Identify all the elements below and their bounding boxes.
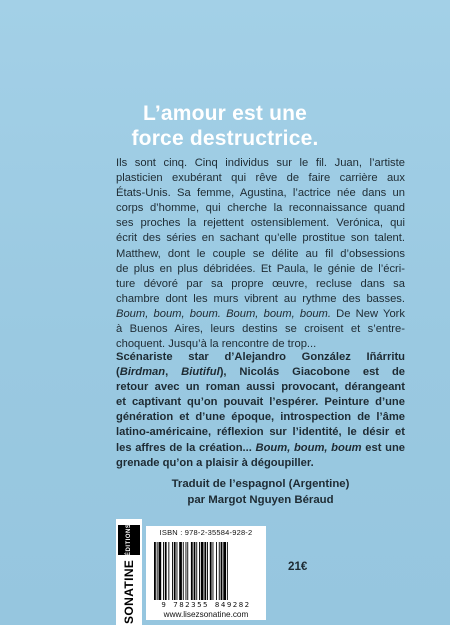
price: 21€: [288, 560, 308, 573]
bio-line-title: [116, 441, 405, 456]
summary-line-boum: [116, 307, 405, 322]
publisher-logo: [116, 519, 142, 625]
barcode-bar: [174, 542, 176, 600]
barcode-bar: [227, 542, 228, 600]
editions-label: ÉDITIONS: [118, 525, 140, 555]
translation-credit: [116, 476, 405, 508]
barcode-digits: 9 782355 849282: [161, 600, 251, 609]
barcode-bar: [221, 542, 223, 600]
film-separator: ,: [165, 366, 182, 379]
bio-line: génération et d’une époque, introspection de l’âme: [116, 411, 405, 424]
barcode-bar: [186, 542, 187, 600]
summary-line: plasticien exubérant qui rêve de faire carrière aux: [116, 172, 405, 185]
summary-line: de plus en plus débridées. Et Paula, le génie de l’écri-: [116, 262, 405, 275]
summary-line: choquent. Jusqu’à la rencontre de trop...: [116, 338, 317, 351]
barcode-bar: [179, 542, 182, 600]
barcode-bar: [165, 542, 167, 600]
barcode-bar: [219, 542, 220, 600]
barcode-bar: [157, 542, 158, 600]
barcode-bar: [191, 542, 193, 600]
barcode-bar: [213, 542, 214, 600]
barcode-bar: [196, 542, 197, 600]
barcode-bar: [204, 542, 206, 600]
summary-line: écrit des séries en sachant qu’elle prostitue son talent.: [116, 232, 405, 245]
summary-line-tail: De New York: [330, 307, 405, 320]
tagline-line-1: L’amour est une: [142, 102, 308, 125]
tagline-line-2: force destructrice.: [131, 127, 319, 150]
barcode-bar: [172, 542, 173, 600]
film-title-biutiful: Biutiful: [181, 366, 220, 379]
translation-line-1: Traduit de l’espagnol (Argentine): [171, 478, 350, 490]
bio-line-rest: ), Nicolás Giacobone est de: [219, 366, 405, 379]
summary-line: ses proches la rejettent ostensiblement. Verónica, qui: [116, 217, 405, 230]
bio-line-post: est une: [361, 441, 406, 454]
bio-line: Scénariste star d’Alejandro González Iñárritu: [116, 351, 405, 363]
tagline: [0, 101, 450, 151]
summary-paragraph: [116, 156, 405, 352]
summary-line: à Buenos Aires, leurs destins se croisent et s’entre-: [116, 323, 405, 336]
bio-line: grenade qu’on a plaisir à dégoupiller.: [116, 456, 314, 469]
bio-line: latino-américaine, réflexion sur l’identité, le désir et: [116, 426, 405, 439]
barcode-panel: [146, 526, 266, 620]
summary-line: Ils sont cinq. Cinq individus sur le fil. Juan, l’artiste: [116, 157, 405, 169]
barcode-bar: [159, 542, 162, 600]
barcode-bar: [194, 542, 196, 600]
boum-italic: Boum, boum, boum. Boum, boum, boum.: [116, 307, 331, 320]
bio-line: et captivant qu’on pouvait l’espérer. Peinture d’une: [116, 396, 405, 409]
barcode-bar: [199, 542, 200, 600]
barcode-bar: [154, 542, 156, 600]
bio-line: retour avec un roman aussi provocant, dérangeant: [116, 381, 405, 394]
paren-open: (: [116, 366, 120, 379]
author-bio: [116, 350, 405, 471]
summary-line: Matthew, dont le couple se délite au fil d’obsessions: [116, 247, 405, 260]
isbn-label: ISBN : 978-2-35584-928-2: [159, 528, 253, 537]
barcode-bar: [201, 542, 204, 600]
barcode-bar: [223, 542, 226, 600]
summary-line: chambre dont les murs vibrent au rythme des basses.: [116, 292, 405, 305]
barcode-bar: [177, 542, 178, 600]
barcode-bar: [183, 542, 184, 600]
summary-line: États-Unis. Sa femme, Agustina, l’actrice née dans un: [116, 187, 405, 200]
translation-line-2: par Margot Nguyen Béraud: [187, 494, 334, 506]
bio-line-films: [116, 365, 405, 380]
barcode-bar: [187, 542, 188, 600]
barcode-icon: [154, 542, 258, 600]
bio-line-pre: les affres de la création...: [116, 441, 256, 454]
barcode-bar: [216, 542, 217, 600]
summary-line: ture dévoré par sa propre œuvre, recluse dans sa: [116, 277, 405, 290]
publisher-name: SONATINE: [122, 559, 136, 625]
barcode-bar: [207, 542, 208, 600]
book-title-italic: Boum, boum, boum: [255, 441, 362, 454]
film-title-birdman: Birdman: [119, 366, 166, 379]
barcode-bar: [163, 542, 164, 600]
website-url: www.lisezsonatine.com: [163, 610, 249, 619]
barcode-bar: [210, 542, 212, 600]
summary-line: corps d’homme, qui cherche la reconnaissance quand: [116, 202, 405, 215]
barcode-bar: [168, 542, 169, 600]
